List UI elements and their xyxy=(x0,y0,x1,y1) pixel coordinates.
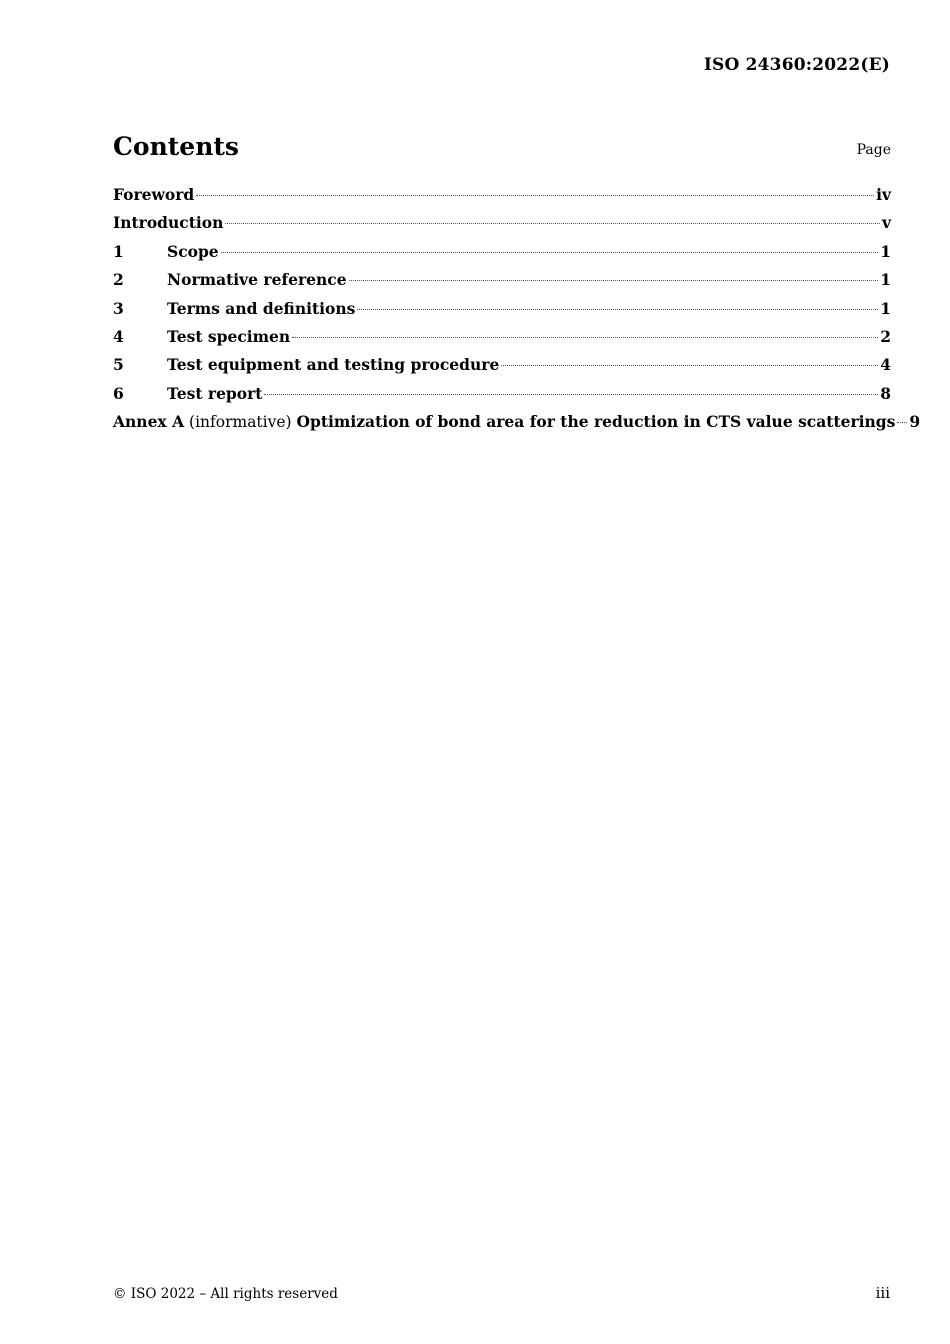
table-of-contents xyxy=(113,185,921,441)
toc-entry-title: Scope xyxy=(167,241,219,261)
toc-entry-normative-reference[interactable] xyxy=(113,270,891,298)
toc-entry-foreword[interactable] xyxy=(113,185,891,213)
footer-copyright: © ISO 2022 – All rights reserved xyxy=(113,1286,338,1302)
toc-entry-page: 1 xyxy=(880,270,891,290)
toc-entry-number: 6 xyxy=(113,383,124,403)
contents-title: Contents xyxy=(113,132,240,161)
toc-entry-number: 2 xyxy=(113,270,124,290)
dot-leader xyxy=(292,337,878,338)
document-id: ISO 24360:2022(E) xyxy=(703,55,890,75)
toc-entry-test-specimen[interactable] xyxy=(113,327,891,355)
toc-entry-introduction[interactable] xyxy=(113,213,891,241)
toc-entry-page: 1 xyxy=(880,241,891,261)
toc-entry-page: 4 xyxy=(880,355,891,375)
toc-entry-page: 8 xyxy=(880,383,891,403)
toc-entry-title: Test report xyxy=(167,383,263,403)
toc-entry-page: iv xyxy=(876,185,891,204)
dot-leader xyxy=(264,394,878,395)
dot-leader xyxy=(501,365,878,366)
toc-entry-title: Terms and definitions xyxy=(167,298,356,318)
dot-leader xyxy=(897,422,907,423)
toc-entry-test-report[interactable] xyxy=(113,384,891,412)
dot-leader xyxy=(221,252,879,253)
toc-entry-page: 9 xyxy=(909,412,921,432)
toc-entry-number: 4 xyxy=(113,326,124,346)
footer-page-number: iii xyxy=(875,1284,890,1302)
annex-label: Annex A xyxy=(113,412,185,432)
toc-entry-page: 1 xyxy=(880,298,891,318)
toc-entry-scope[interactable] xyxy=(113,242,891,270)
toc-entry-number: 5 xyxy=(113,355,124,375)
dot-leader xyxy=(225,223,880,224)
toc-entry-number: 3 xyxy=(113,298,124,318)
toc-entry-title: Foreword xyxy=(113,185,195,204)
toc-entry-page: v xyxy=(881,213,891,233)
annex-note: (informative) xyxy=(189,413,292,432)
page-column-label: Page xyxy=(856,142,891,158)
dot-leader xyxy=(349,280,879,281)
toc-entry-title: Normative reference xyxy=(167,270,347,290)
toc-entry-title: Introduction xyxy=(113,213,224,233)
toc-entry-test-equipment[interactable] xyxy=(113,355,891,383)
toc-entry-terms-and-definitions[interactable] xyxy=(113,299,891,327)
toc-entry-page: 2 xyxy=(880,326,891,346)
dot-leader xyxy=(196,195,874,196)
toc-entry-number: 1 xyxy=(113,241,124,261)
dot-leader xyxy=(357,309,878,310)
contents-header xyxy=(113,132,891,166)
toc-entry-annex-a[interactable] xyxy=(113,412,921,440)
toc-entry-title: Optimization of bond area for the reduction in CTS value scatterings xyxy=(296,412,896,432)
toc-entry-title: Test specimen xyxy=(167,326,291,346)
toc-entry-title: Test equipment and testing procedure xyxy=(167,355,500,375)
